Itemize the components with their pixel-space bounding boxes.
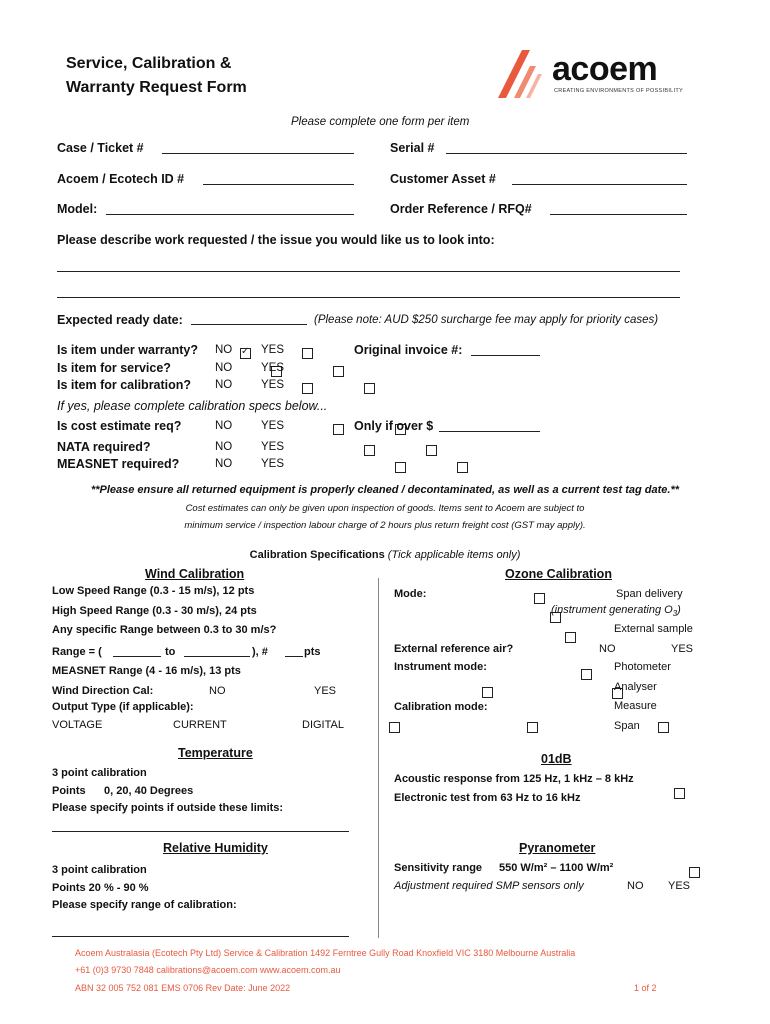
temperature-heading: Temperature: [178, 746, 253, 760]
electronic-label: Electronic test from 63 Hz to 16 kHz: [394, 792, 581, 804]
acoem-logo-icon: [492, 48, 552, 100]
if-yes-note: If yes, please complete calibration specs below...: [57, 399, 328, 413]
ext-ref-air-label: External reference air?: [394, 643, 514, 655]
instrument-generating-close: ): [677, 604, 681, 616]
service-yes-label: YES: [261, 362, 285, 374]
ext-ref-air-yes-label: YES: [671, 643, 694, 655]
expected-date-field[interactable]: [191, 324, 307, 325]
footer-page-number: 1 of 2: [634, 983, 657, 993]
current-label: CURRENT: [173, 719, 227, 731]
adjustment-no-label: NO: [627, 880, 644, 892]
measnet-no-checkbox[interactable]: [395, 462, 406, 473]
humidity-three-point-label: 3 point calibration: [52, 864, 147, 876]
range-points-field[interactable]: [285, 656, 303, 657]
nata-no-label: NO: [215, 441, 233, 453]
low-speed-checkbox[interactable]: [534, 593, 545, 604]
only-if-over-field[interactable]: [439, 431, 540, 432]
humidity-points-label: Points 20 % - 90 %: [52, 882, 149, 894]
footer-address: Acoem Australasia (Ecotech Pty Ltd) Service & Calibration 1492 Ferntree Gully Road Knoxfield VIC 3180 Melbourne Australia: [75, 948, 576, 958]
warranty-question: Is item under warranty?: [57, 343, 199, 357]
voltage-checkbox[interactable]: [389, 722, 400, 733]
warranty-no-label: NO: [215, 344, 233, 356]
any-range-checkbox[interactable]: [565, 632, 576, 643]
humidity-checkbox[interactable]: [689, 867, 700, 878]
any-range-label: Any specific Range between 0.3 to 30 m/s?: [52, 624, 277, 636]
labour-charge-notice: minimum service / inspection labour charge of 2 hours plus return freight cost (GST may apply).: [184, 520, 586, 531]
ozone-mode-label: Mode:: [394, 588, 427, 600]
cal-mode-label: Calibration mode:: [394, 701, 488, 713]
instrument-mode-label: Instrument mode:: [394, 661, 487, 673]
acoem-id-label: Acoem / Ecotech ID #: [57, 172, 185, 186]
wind-direction-no-label: NO: [209, 685, 226, 697]
temp-three-point-label: 3 point calibration: [52, 767, 147, 779]
original-invoice-field[interactable]: [471, 355, 540, 356]
nata-yes-checkbox[interactable]: [426, 445, 437, 456]
calibration-yes-checkbox[interactable]: [364, 383, 375, 394]
digital-label: DIGITAL: [302, 719, 344, 731]
measnet-question: MEASNET required?: [57, 457, 180, 471]
model-label: Model:: [57, 202, 98, 216]
measure-label: Measure: [614, 700, 657, 712]
wind-direction-yes-label: YES: [314, 685, 337, 697]
temperature-checkbox[interactable]: [674, 788, 685, 799]
service-question: Is item for service?: [57, 361, 171, 375]
customer-asset-label: Customer Asset #: [390, 172, 496, 186]
footer-abn: ABN 32 005 752 081 EMS 0706 Rev Date: June 2022: [75, 983, 291, 993]
cleaning-notice: **Please ensure all returned equipment is properly cleaned / decontaminated, as well as a current test tag date.**: [90, 484, 680, 496]
describe-label: Please describe work requested / the issue you would like us to look into:: [57, 233, 495, 247]
form-title-line1: Service, Calibration &: [66, 55, 232, 72]
logo-wordmark: acoem: [552, 50, 658, 88]
humidity-specify-field[interactable]: [52, 936, 349, 937]
only-if-over-label: Only if over $: [354, 419, 434, 433]
ozone-heading: Ozone Calibration: [505, 567, 612, 581]
high-speed-label: High Speed Range (0.3 - 30 m/s), 24 pts: [52, 605, 257, 617]
ozone-subscript: 3: [672, 609, 678, 619]
current-checkbox[interactable]: [527, 722, 538, 733]
instrument-generating-text: (instrument generating O: [551, 604, 673, 616]
measnet-no-label: NO: [215, 458, 233, 470]
instrument-generating-note: [551, 604, 681, 618]
serial-label: Serial #: [390, 141, 435, 155]
low-speed-label: Low Speed Range (0.3 - 15 m/s), 12 pts: [52, 585, 255, 597]
expected-date-label: Expected ready date:: [57, 313, 183, 327]
range-to-label: to: [165, 646, 176, 658]
sensitivity-range: 550 W/m² – 1100 W/m²: [499, 862, 614, 874]
service-yes-checkbox[interactable]: [333, 366, 344, 377]
nata-question: NATA required?: [57, 440, 151, 454]
calibration-yes-label: YES: [261, 379, 285, 391]
span-delivery-label: Span delivery: [616, 588, 683, 600]
acoustic-label: Acoustic response from 125 Hz, 1 kHz – 8 kHz: [394, 773, 634, 785]
order-ref-label: Order Reference / RFQ#: [390, 202, 532, 216]
instruction-text: Please complete one form per item: [291, 116, 470, 128]
nata-yes-label: YES: [261, 441, 285, 453]
serial-field[interactable]: [446, 153, 687, 154]
form-title-line2: Warranty Request Form: [66, 79, 247, 96]
warranty-yes-checkbox[interactable]: [302, 348, 313, 359]
cost-no-checkbox[interactable]: [333, 424, 344, 435]
logo-tagline: CREATING ENVIRONMENTS OF POSSIBILITY: [554, 88, 683, 94]
wind-direction-no-checkbox[interactable]: [482, 687, 493, 698]
pyranometer-heading: Pyranometer: [519, 841, 596, 855]
range-to-field[interactable]: [184, 656, 250, 657]
acoem-id-field[interactable]: [203, 184, 354, 185]
measnet-range-checkbox[interactable]: [581, 669, 592, 680]
calibration-no-label: NO: [215, 379, 233, 391]
cal-specs-title: Calibration Specifications: [249, 549, 385, 561]
warranty-no-checkbox[interactable]: [240, 348, 251, 359]
ext-ref-air-no-label: NO: [599, 643, 616, 655]
wind-direction-label: Wind Direction Cal:: [52, 685, 154, 697]
case-ticket-label: Case / Ticket #: [57, 141, 144, 155]
measnet-yes-label: YES: [261, 458, 285, 470]
cal-specs-heading: [250, 549, 521, 561]
warranty-yes-label: YES: [261, 344, 285, 356]
column-divider: [378, 578, 379, 938]
adjustment-label: Adjustment required SMP sensors only: [394, 880, 584, 892]
case-ticket-field[interactable]: [162, 153, 354, 154]
range-hash-label: ), #: [252, 646, 268, 658]
output-type-label: Output Type (if applicable):: [52, 701, 194, 713]
cost-estimate-notice: Cost estimates can only be given upon inspection of goods. Items sent to Acoem are subject to: [185, 503, 585, 514]
customer-asset-field[interactable]: [512, 184, 687, 185]
range-from-field[interactable]: [113, 656, 161, 657]
describe-line-1[interactable]: [57, 271, 680, 272]
photometer-label: Photometer: [614, 661, 671, 673]
describe-line-2[interactable]: [57, 297, 680, 298]
nata-no-checkbox[interactable]: [364, 445, 375, 456]
analyser-label: Analyser: [614, 681, 657, 693]
range-label: Range = (: [52, 646, 102, 658]
cal-specs-note: (Tick applicable items only): [387, 549, 521, 561]
external-sample-label: External sample: [614, 623, 693, 635]
wind-heading: Wind Calibration: [145, 567, 245, 581]
adjustment-yes-label: YES: [668, 880, 691, 892]
calibration-no-checkbox[interactable]: [302, 383, 313, 394]
o1db-heading: 01dB: [541, 752, 572, 766]
acoem-logo: [492, 48, 692, 104]
temp-points-label: Points: [52, 785, 86, 797]
measnet-range-label: MEASNET Range (4 - 16 m/s), 13 pts: [52, 665, 241, 677]
temp-specify-field[interactable]: [52, 831, 349, 832]
order-ref-field[interactable]: [550, 214, 687, 215]
priority-note: (Please note: AUD $250 surcharge fee may apply for priority cases): [314, 314, 659, 326]
range-pts-label: pts: [304, 646, 321, 658]
digital-checkbox[interactable]: [658, 722, 669, 733]
span-label: Span: [614, 720, 640, 732]
temp-points-value: 0, 20, 40 Degrees: [104, 785, 194, 797]
sensitivity-label: Sensitivity range: [394, 862, 483, 874]
service-no-label: NO: [215, 362, 233, 374]
measnet-yes-checkbox[interactable]: [457, 462, 468, 473]
calibration-question: Is item for calibration?: [57, 378, 192, 392]
cost-no-label: NO: [215, 420, 233, 432]
cost-estimate-question: Is cost estimate req?: [57, 419, 182, 433]
humidity-heading: Relative Humidity: [163, 841, 268, 855]
footer-contact: +61 (0)3 9730 7848 calibrations@acoem.com www.acoem.com.au: [75, 965, 341, 975]
cost-yes-label: YES: [261, 420, 285, 432]
temp-specify-label: Please specify points if outside these limits:: [52, 802, 284, 814]
original-invoice-label: Original invoice #:: [354, 343, 463, 357]
humidity-specify-label: Please specify range of calibration:: [52, 899, 237, 911]
model-field[interactable]: [106, 214, 354, 215]
voltage-label: VOLTAGE: [52, 719, 103, 731]
